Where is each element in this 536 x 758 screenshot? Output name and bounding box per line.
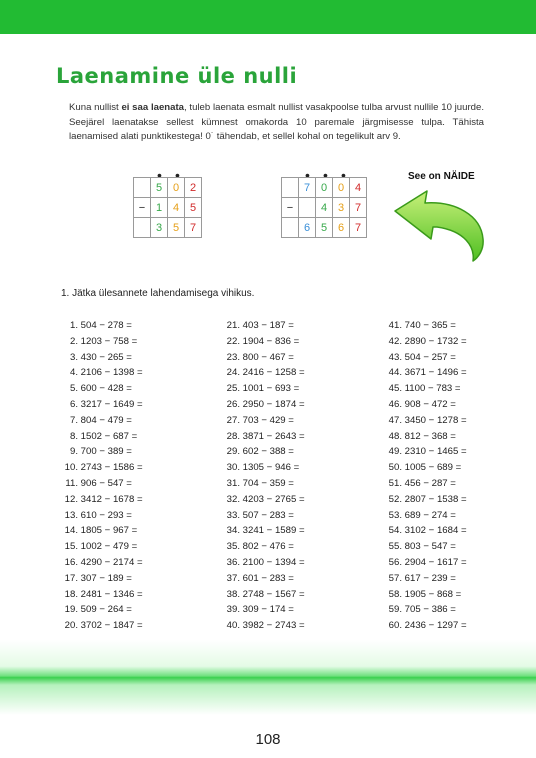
intro-text-2: , tuleb laenata esmalt nullist vasakpoolse tulba arvust nullile 10 juurde. Seejärel laenatakse sellest kümnest omakorda 10 paremale järgmisesse tulpa. Tähista laenamised alati punktikestega! 0˙ tähendab, et sellel kohal on tegelikult arv 9. — [69, 102, 485, 143]
exercise-number: 9. — [69, 446, 78, 458]
exercise-expression: 2416 − 1258 = — [242, 367, 305, 379]
exercise-number: 45. — [388, 383, 402, 395]
example-grid-1 — [133, 177, 202, 238]
exercise-expression: 4203 − 2765 = — [242, 493, 305, 505]
exercise-number: 43. — [388, 351, 402, 363]
grid-cell: − — [134, 198, 151, 218]
exercise-expression: 804 − 479 = — [80, 414, 132, 426]
exercise-expression: 1904 − 836 = — [242, 335, 300, 347]
exercise-item — [218, 320, 305, 336]
exercise-expression: 3412 − 1678 = — [80, 493, 143, 505]
exercise-expression: 3871 − 2643 = — [242, 430, 305, 442]
exercise-number: 56. — [388, 556, 402, 568]
exercise-expression: 430 − 265 = — [80, 351, 132, 363]
exercise-item — [218, 446, 305, 462]
exercise-item — [56, 446, 143, 462]
exercise-item — [218, 604, 305, 620]
grid-cell: 4 — [350, 178, 367, 198]
exercise-number: 8. — [69, 430, 78, 442]
exercise-number: 3. — [69, 351, 78, 363]
grid-cell — [134, 178, 151, 198]
exercise-item — [56, 399, 143, 415]
grid-cell — [134, 218, 151, 238]
exercise-number: 20. — [64, 620, 78, 632]
grid-cell: 2 — [185, 178, 202, 198]
exercise-expression: 703 − 429 = — [242, 414, 294, 426]
exercise-item — [56, 573, 143, 589]
exercise-expression: 1100 − 783 = — [404, 383, 461, 395]
exercise-item — [218, 415, 305, 431]
grid-cell: 3 — [333, 198, 350, 218]
grid-cell: 5 — [151, 178, 168, 198]
exercise-item — [56, 431, 143, 447]
exercise-item — [218, 541, 305, 557]
exercise-expression: 3102 − 1684 = — [404, 525, 467, 537]
exercise-number: 37. — [226, 572, 240, 584]
exercise-item — [380, 462, 467, 478]
grid-cell — [282, 218, 299, 238]
exercise-number: 57. — [388, 572, 402, 584]
exercise-number: 12. — [64, 493, 78, 505]
exercise-number: 26. — [226, 398, 240, 410]
exercise-expression: 601 − 283 = — [242, 572, 294, 584]
exercise-number: 19. — [64, 604, 78, 616]
exercise-expression: 2904 − 1617 = — [404, 556, 467, 568]
exercise-number: 7. — [69, 414, 78, 426]
exercise-item — [56, 383, 143, 399]
exercise-expression: 803 − 547 = — [404, 541, 456, 553]
exercise-item — [218, 462, 305, 478]
exercise-expression: 812 − 368 = — [404, 430, 456, 442]
exercise-expression: 504 − 257 = — [404, 351, 456, 363]
header-bar — [0, 0, 536, 34]
exercise-expression: 2100 − 1394 = — [242, 556, 305, 568]
exercise-expression: 740 − 365 = — [404, 320, 456, 331]
exercise-item — [218, 478, 305, 494]
grid-row — [134, 178, 202, 198]
exercise-item — [380, 336, 467, 352]
exercise-expression: 1203 − 758 = — [80, 335, 138, 347]
exercise-item — [218, 525, 305, 541]
grid-row — [282, 178, 367, 198]
exercise-expression: 504 − 278 = — [80, 320, 132, 331]
exercise-expression: 908 − 472 = — [404, 398, 456, 410]
exercise-item — [56, 604, 143, 620]
exercise-number: 2. — [69, 335, 78, 347]
exercise-number: 47. — [388, 414, 402, 426]
exercise-item — [218, 510, 305, 526]
borrow-dot: • — [157, 167, 162, 183]
grid-cell: 0 — [168, 178, 185, 198]
exercise-expression: 3217 − 1649 = — [80, 398, 143, 410]
grid-cell: 5 — [168, 218, 185, 238]
exercise-number: 16. — [64, 556, 78, 568]
exercise-number: 22. — [226, 335, 240, 347]
grid-cell: 7 — [185, 218, 202, 238]
exercise-expression: 2310 − 1465 = — [404, 446, 467, 458]
exercise-item — [56, 494, 143, 510]
grid-cell: 3 — [151, 218, 168, 238]
exercise-column-3 — [380, 320, 467, 636]
exercise-item — [380, 604, 467, 620]
exercise-expression: 507 − 283 = — [242, 509, 294, 521]
exercise-number: 32. — [226, 493, 240, 505]
exercise-number: 5. — [69, 383, 78, 395]
exercise-number: 4. — [69, 367, 78, 379]
exercise-expression: 610 − 293 = — [80, 509, 132, 521]
grid-cell: 6 — [299, 218, 316, 238]
exercise-expression: 309 − 174 = — [242, 604, 294, 616]
exercise-item — [380, 352, 467, 368]
grid-cell: 6 — [333, 218, 350, 238]
exercise-item — [380, 446, 467, 462]
exercise-expression: 700 − 389 = — [80, 446, 132, 458]
exercise-item — [380, 557, 467, 573]
exercise-column-2 — [218, 320, 305, 636]
exercise-expression: 1002 − 479 = — [80, 541, 138, 553]
grid-cell: 5 — [185, 198, 202, 218]
exercise-item — [56, 336, 143, 352]
grid-cell: − — [282, 198, 299, 218]
exercise-number: 53. — [388, 509, 402, 521]
grid-cell — [299, 198, 316, 218]
exercise-item — [218, 367, 305, 383]
exercise-item — [56, 541, 143, 557]
exercise-number: 59. — [388, 604, 402, 616]
exercise-item — [380, 478, 467, 494]
exercise-item — [380, 541, 467, 557]
exercise-expression: 1001 − 693 = — [242, 383, 300, 395]
exercise-number: 15. — [64, 541, 78, 553]
exercise-number: 50. — [388, 462, 402, 474]
exercise-expression: 307 − 189 = — [80, 572, 132, 584]
exercise-item — [380, 431, 467, 447]
grid-cell: 0 — [333, 178, 350, 198]
exercise-expression: 1005 − 689 = — [404, 462, 462, 474]
exercise-item — [218, 620, 305, 636]
exercise-number: 39. — [226, 604, 240, 616]
exercise-number: 11. — [65, 477, 78, 489]
exercise-expression: 1502 − 687 = — [80, 430, 138, 442]
footer-band — [0, 640, 536, 715]
exercise-expression: 2950 − 1874 = — [242, 398, 305, 410]
exercise-expression: 802 − 476 = — [242, 541, 294, 553]
exercise-number: 23. — [226, 351, 240, 363]
exercise-item — [218, 589, 305, 605]
exercise-number: 51. — [388, 477, 402, 489]
intro-paragraph — [69, 101, 484, 145]
exercise-number: 44. — [388, 367, 402, 379]
exercise-item — [380, 399, 467, 415]
exercise-item — [218, 494, 305, 510]
exercise-number: 28. — [226, 430, 240, 442]
exercise-expression: 617 − 239 = — [404, 572, 456, 584]
exercise-number: 30. — [226, 462, 240, 474]
exercise-number: 18. — [64, 588, 78, 600]
exercise-number: 14. — [64, 525, 78, 537]
exercise-number: 33. — [226, 509, 240, 521]
exercise-expression: 800 − 467 = — [242, 351, 294, 363]
exercise-number: 29. — [226, 446, 240, 458]
borrow-dot: • — [323, 167, 328, 183]
grid-cell — [282, 178, 299, 198]
exercise-item — [56, 620, 143, 636]
exercise-item — [218, 431, 305, 447]
exercise-number: 25. — [226, 383, 240, 395]
exercise-number: 27. — [226, 414, 240, 426]
grid-cell: 1 — [151, 198, 168, 218]
exercise-number: 38. — [226, 588, 240, 600]
exercise-expression: 2106 − 1398 = — [80, 367, 143, 379]
exercise-expression: 2436 − 1297 = — [404, 620, 467, 632]
exercise-expression: 704 − 359 = — [242, 477, 294, 489]
grid-cell: 7 — [299, 178, 316, 198]
page-number: 108 — [255, 731, 281, 748]
exercise-number: 58. — [388, 588, 402, 600]
exercise-number: 13. — [64, 509, 78, 521]
exercise-item — [56, 478, 143, 494]
grid-row — [282, 198, 367, 218]
exercise-number: 1. — [69, 320, 78, 331]
grid-row — [134, 198, 202, 218]
exercise-number: 36. — [226, 556, 240, 568]
exercise-expression: 3702 − 1847 = — [80, 620, 143, 632]
exercise-number: 21. — [226, 320, 240, 331]
exercise-item — [56, 367, 143, 383]
exercise-number: 24. — [226, 367, 240, 379]
exercise-item — [380, 415, 467, 431]
exercise-number: 54. — [388, 525, 402, 537]
exercise-item — [380, 525, 467, 541]
exercise-number: 55. — [388, 541, 402, 553]
exercise-item — [56, 352, 143, 368]
exercise-item — [218, 383, 305, 399]
borrow-dot: • — [175, 167, 180, 183]
grid-cell: 4 — [168, 198, 185, 218]
arrow-back-icon — [393, 185, 493, 265]
exercise-item — [380, 494, 467, 510]
exercise-item — [380, 383, 467, 399]
grid-cell: 0 — [316, 178, 333, 198]
exercise-number: 48. — [388, 430, 402, 442]
exercise-item — [56, 462, 143, 478]
exercise-expression: 689 − 274 = — [404, 509, 456, 521]
exercise-item — [380, 589, 467, 605]
exercise-item — [56, 525, 143, 541]
exercise-expression: 602 − 388 = — [242, 446, 294, 458]
exercise-number: 49. — [388, 446, 402, 458]
intro-text-1: Kuna nullist — [69, 102, 122, 113]
task-instruction: 1. Jätka ülesannete lahendamisega vihikus. — [61, 288, 255, 299]
exercise-number: 40. — [226, 620, 240, 632]
exercise-item — [380, 367, 467, 383]
exercise-expression: 509 − 264 = — [80, 604, 132, 616]
grid-cell: 5 — [316, 218, 333, 238]
exercise-number: 35. — [226, 541, 240, 553]
exercise-expression: 3982 − 2743 = — [242, 620, 305, 632]
exercise-expression: 600 − 428 = — [80, 383, 132, 395]
exercise-expression: 403 − 187 = — [242, 320, 294, 331]
exercise-item — [218, 399, 305, 415]
exercise-column-1 — [56, 320, 143, 636]
exercise-expression: 2807 − 1538 = — [404, 493, 467, 505]
example-label: See on NÄIDE — [408, 171, 475, 182]
exercise-expression: 2481 − 1346 = — [80, 588, 143, 600]
exercise-item — [56, 320, 143, 336]
exercise-expression: 2890 − 1732 = — [404, 335, 467, 347]
exercise-expression: 705 − 386 = — [404, 604, 456, 616]
example-grid-2 — [281, 177, 367, 238]
exercise-expression: 4290 − 2174 = — [80, 556, 143, 568]
exercise-expression: 1805 − 967 = — [80, 525, 138, 537]
exercise-expression: 906 − 547 = — [80, 477, 132, 489]
borrow-dot: • — [305, 167, 310, 183]
exercise-item — [56, 589, 143, 605]
page-title: Laenamine üle nulli — [56, 64, 298, 88]
exercise-item — [380, 620, 467, 636]
grid-row — [134, 218, 202, 238]
exercise-expression: 1905 − 868 = — [404, 588, 462, 600]
exercise-number: 31. — [226, 477, 240, 489]
exercise-item — [218, 336, 305, 352]
exercise-item — [380, 320, 467, 336]
exercise-number: 42. — [388, 335, 402, 347]
exercise-item — [218, 573, 305, 589]
intro-bold: ei saa laenata — [121, 102, 185, 113]
exercise-number: 34. — [226, 525, 240, 537]
grid-row — [282, 218, 367, 238]
exercise-expression: 2748 − 1567 = — [242, 588, 305, 600]
borrow-dot: • — [341, 167, 346, 183]
exercise-number: 10. — [64, 462, 78, 474]
grid-cell: 7 — [350, 218, 367, 238]
exercise-expression: 2743 − 1586 = — [80, 462, 143, 474]
exercise-number: 41. — [388, 320, 402, 331]
exercise-item — [218, 352, 305, 368]
exercise-expression: 3671 − 1496 = — [404, 367, 467, 379]
exercise-item — [56, 510, 143, 526]
exercise-item — [56, 557, 143, 573]
grid-cell: 7 — [350, 198, 367, 218]
exercise-number: 52. — [388, 493, 402, 505]
exercise-expression: 3450 − 1278 = — [404, 414, 467, 426]
exercise-expression: 456 − 287 = — [404, 477, 456, 489]
exercise-item — [56, 415, 143, 431]
grid-cell: 4 — [316, 198, 333, 218]
exercise-item — [380, 510, 467, 526]
exercise-expression: 1305 − 946 = — [242, 462, 300, 474]
exercise-item — [380, 573, 467, 589]
exercise-item — [218, 557, 305, 573]
exercise-number: 17. — [64, 572, 78, 584]
exercise-number: 46. — [388, 398, 402, 410]
exercise-number: 6. — [69, 398, 78, 410]
exercise-number: 60. — [388, 620, 402, 632]
exercise-expression: 3241 − 1589 = — [242, 525, 305, 537]
